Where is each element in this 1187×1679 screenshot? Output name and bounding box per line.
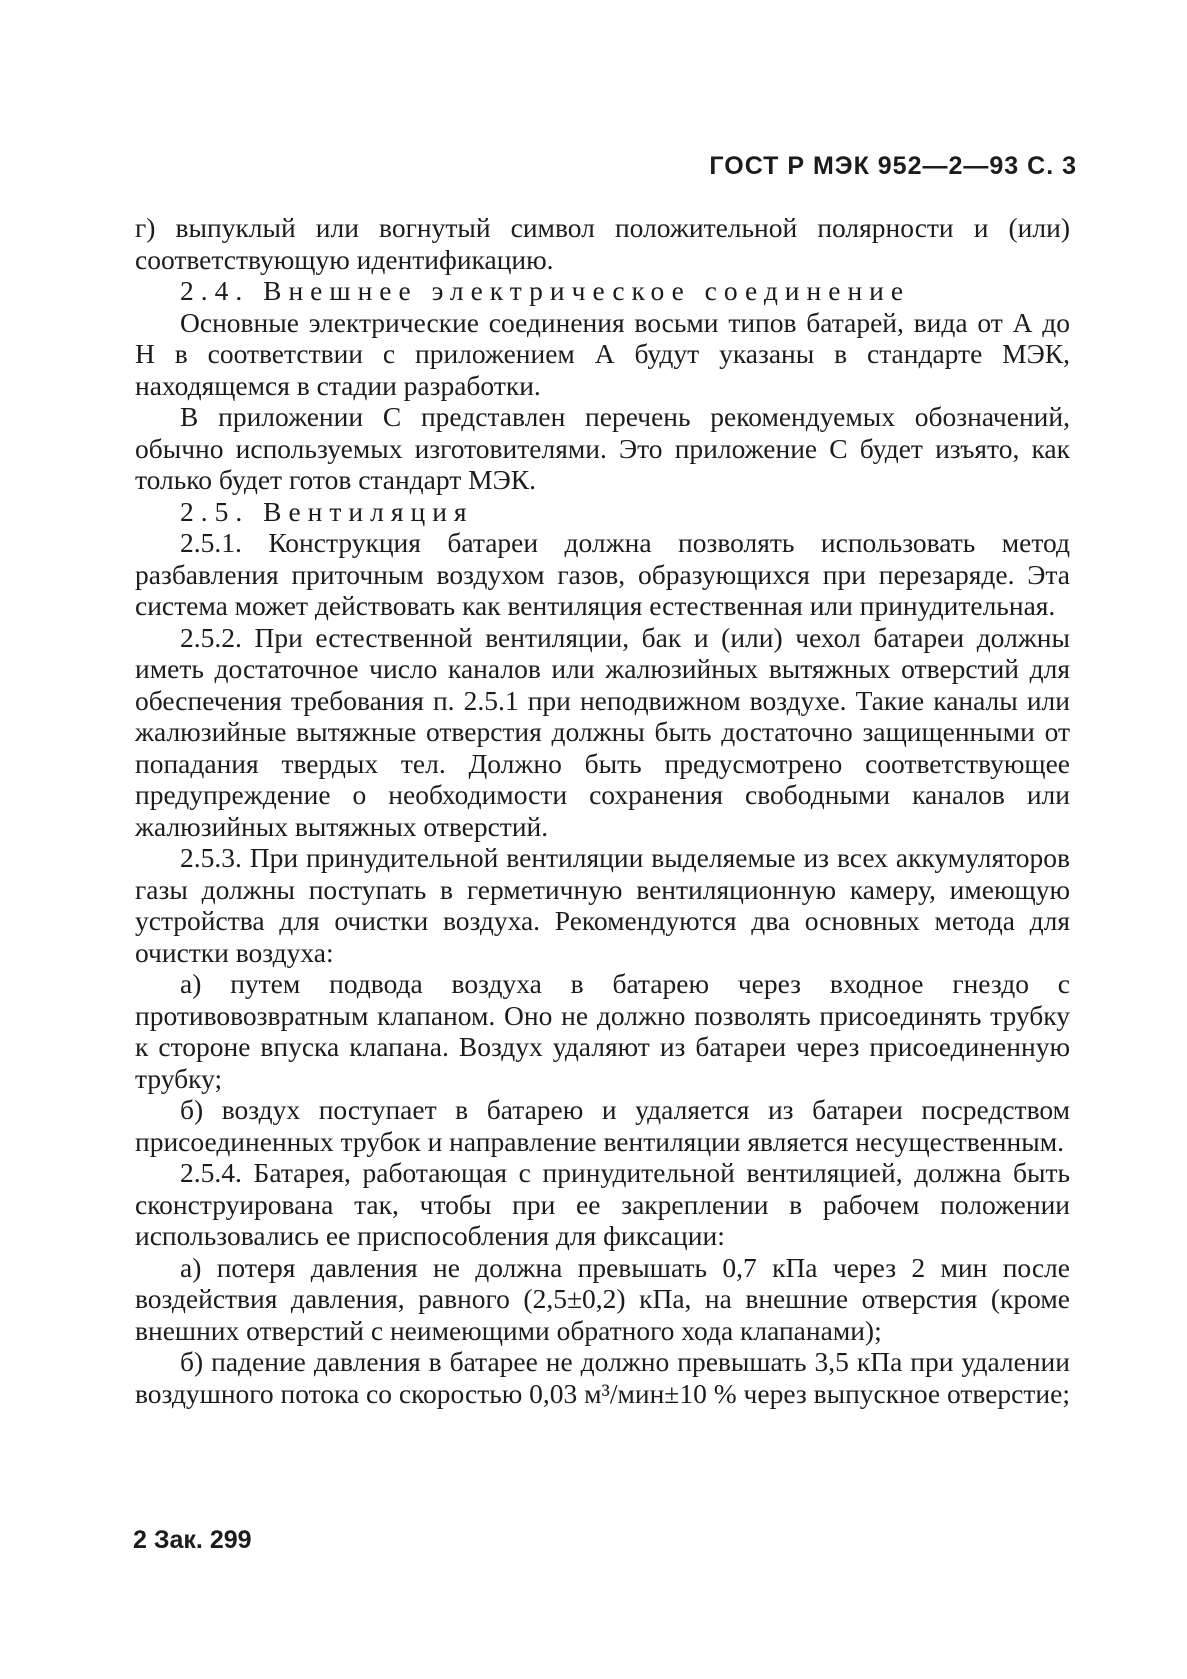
list-item: б) воздух поступает в батарею и удаляется из батареи посредством присоединенных трубок и направление вентиляции является несущественным. — [135, 1094, 1070, 1157]
paragraph: г) выпуклый или вогнутый символ положительной полярности и (или) соответствующую идентификацию. — [135, 212, 1070, 275]
paragraph: 2.5.3. При принудительной вентиляции выделяемые из всех аккумуляторов газы должны поступать в герметичную вентиляционную камеру, имеющую устройства для очистки воздуха. Рекомендуются два основных метода для очистки воздуха: — [135, 842, 1070, 968]
paragraph: 2.5.2. При естественной вентиляции, бак и (или) чехол батареи должны иметь достаточное число каналов или жалюзийных вытяжных отверстий для обеспечения требования п. 2.5.1 при неподвижном воздухе. Такие каналы или жалюзийные вытяжные отверстия должны быть достаточно защищенными от попадания твердых тел. Должно быть предусмотрено соответствующее предупреждение о необходимости сохранения свободными каналов или жалюзийных вытяжных отверстий. — [135, 621, 1070, 842]
list-item: а) потеря давления не должна превышать 0,7 кПа через 2 мин после воздействия давления, равного (2,5±0,2) кПа, на внешние отверстия (кроме внешних отверстий с неимеющими обратного хода клапанами); — [135, 1251, 1070, 1346]
page-header: ГОСТ Р МЭК 952—2—93 С. 3 — [709, 152, 1077, 180]
paragraph: 2.5.4. Батарея, работающая с принудительной вентиляцией, должна быть сконструирована так, чтобы при ее закреплении в рабочем положении использовались ее приспособления для фиксации: — [135, 1157, 1070, 1251]
page-footer: 2 Зак. 299 — [133, 1526, 252, 1554]
paragraph: В приложении С представлен перечень рекомендуемых обозначений, обычно используемых изготовителями. Это приложение С будет изъято, как только будет готов стандарт МЭК. — [135, 401, 1070, 495]
list-item: б) падение давления в батарее не должно превышать 3,5 кПа при удалении воздушного потока со скоростью 0,03 м³/мин±10 % через выпускное отверстие; — [135, 1346, 1070, 1409]
list-item: а) путем подвода воздуха в батарею через входное гнездо с противовозвратным клапаном. Оно не должно позволять присоединять трубку к стороне впуска клапана. Воздух удаляют из батареи через присоединенную трубку; — [135, 968, 1070, 1094]
paragraph: 2.5.1. Конструкция батареи должна позволять использовать метод разбавления приточным воздухом газов, образующихся при перезаряде. Эта система может действовать как вентиляция естественная или принудительная. — [135, 527, 1070, 621]
paragraph: Основные электрические соединения восьми типов батарей, вида от А до Н в соответствии с приложением А будут указаны в стандарте МЭК, находящемся в стадии разработки. — [135, 306, 1070, 401]
section-heading: 2.4. Внешнее электрическое соединение — [180, 275, 911, 306]
body-text — [135, 212, 1070, 1409]
section-heading: 2.5. Вентиляция — [180, 495, 474, 527]
